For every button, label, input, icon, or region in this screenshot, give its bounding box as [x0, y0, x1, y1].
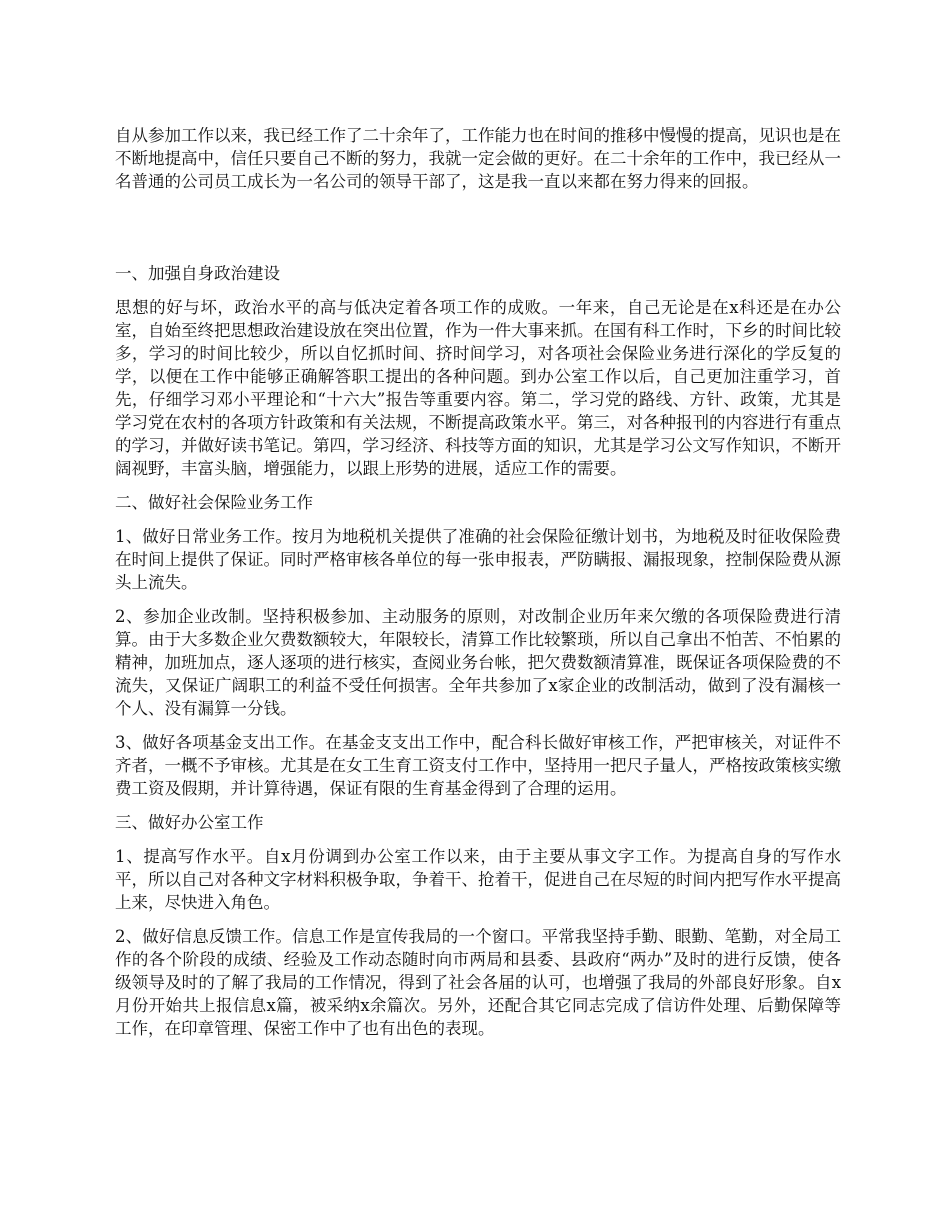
- section-heading-political: 一、加强自身政治建设: [115, 264, 280, 283]
- document-page: [115, 124, 841, 1051]
- paragraph-daily-business: 1、做好日常业务工作。按月为地税机关提供了准确的社会保险征缴计划书，为地税及时征收保险费在时间上提供了保证。同时严格审核各单位的每一张申报表，严防瞒报、漏报现象，控制保险费从源头上流失。: [115, 527, 841, 592]
- paragraph-political-study: 思想的好与坏，政治水平的高与低决定着各项工作的成败。一年来，自己无论是在x科还是在办公室，自始至终把思想政治建设放在突出位置，作为一件大事来抓。在国有科工作时，下乡的时间比较多，学习的时间比较少，所以自忆抓时间、挤时间学习，对各项社会保险业务进行深化的学反复的学，以便在工作中能够正确解答职工提出的各种问题。到办公室工作以后，自己更加注重学习，首先，仔细学习邓小平理论和“十六大”报告等重要内容。第二，学习党的路线、方针、政策，尤其是学习党在农村的各项方针政策和有关法规，不断提高政策水平。第三，对各种报刊的内容进行有重点的学习，并做好读书笔记。第四，学习经济、科技等方面的知识，尤其是学习公文写作知识，不断开阔视野，丰富头脑，增强能力，以跟上形势的进展，适应工作的需要。: [115, 298, 841, 478]
- paragraph-writing-skill: 1、提高写作水平。自x月份调到办公室工作以来，由于主要从事文字工作。为提高自身的写作水平，所以自己对各种文字材料积极争取，争着干、抢着干，促进自己在尽短的时间内把写作水平提高上来，尽快进入角色。: [115, 847, 841, 912]
- paragraph-fund-expenditure: 3、做好各项基金支出工作。在基金支支出工作中，配合科长做好审核工作，严把审核关，对证件不齐者，一概不予审核。尤其是在女工生育工资支付工作中，坚持用一把尺子量人，严格按政策核实缴费工资及假期，并计算待遇，保证有限的生育基金得到了合理的运用。: [115, 733, 841, 798]
- section-spacer: [115, 204, 841, 262]
- section-heading-insurance: 二、做好社会保险业务工作: [115, 493, 313, 512]
- paragraph-information-feedback: 2、做好信息反馈工作。信息工作是宣传我局的一个窗口。平常我坚持手勤、眼勤、笔勤，对全局工作的各个阶段的成绩、经验及工作动态随时向市两局和县委、县政府“两办”及时的进行反馈，使各级领导及时的了解了我局的工作情况，得到了社会各届的认可，也增强了我局的外部良好形象。自x月份开始共上报信息x篇，被采纳x余篇次。另外，还配合其它同志完成了信访件处理、后勤保障等工作，在印章管理、保密工作中了也有出色的表现。: [115, 927, 841, 1038]
- paragraph-enterprise-reform: 2、参加企业改制。坚持积极参加、主动服务的原则，对改制企业历年来欠缴的各项保险费进行清算。由于大多数企业欠费数额较大，年限较长，清算工作比较繁琐，所以自己拿出不怕苦、不怕累的精神，加班加点，逐人逐项的进行核实，查阅业务台帐，把欠费数额清算准，既保证各项保险费的不流失，又保证广阔职工的利益不受任何损害。全年共参加了x家企业的改制活动，做到了没有漏核一个人、没有漏算一分钱。: [115, 607, 841, 718]
- section-heading-office: 三、做好办公室工作: [115, 813, 264, 832]
- intro-paragraph: 自从参加工作以来，我已经工作了二十余年了，工作能力也在时间的推移中慢慢的提高，见识也是在不断地提高中，信任只要自己不断的努力，我就一定会做的更好。在二十余年的工作中，我已经从一名普通的公司员工成长为一名公司的领导干部了，这是我一直以来都在努力得来的回报。: [115, 126, 841, 191]
